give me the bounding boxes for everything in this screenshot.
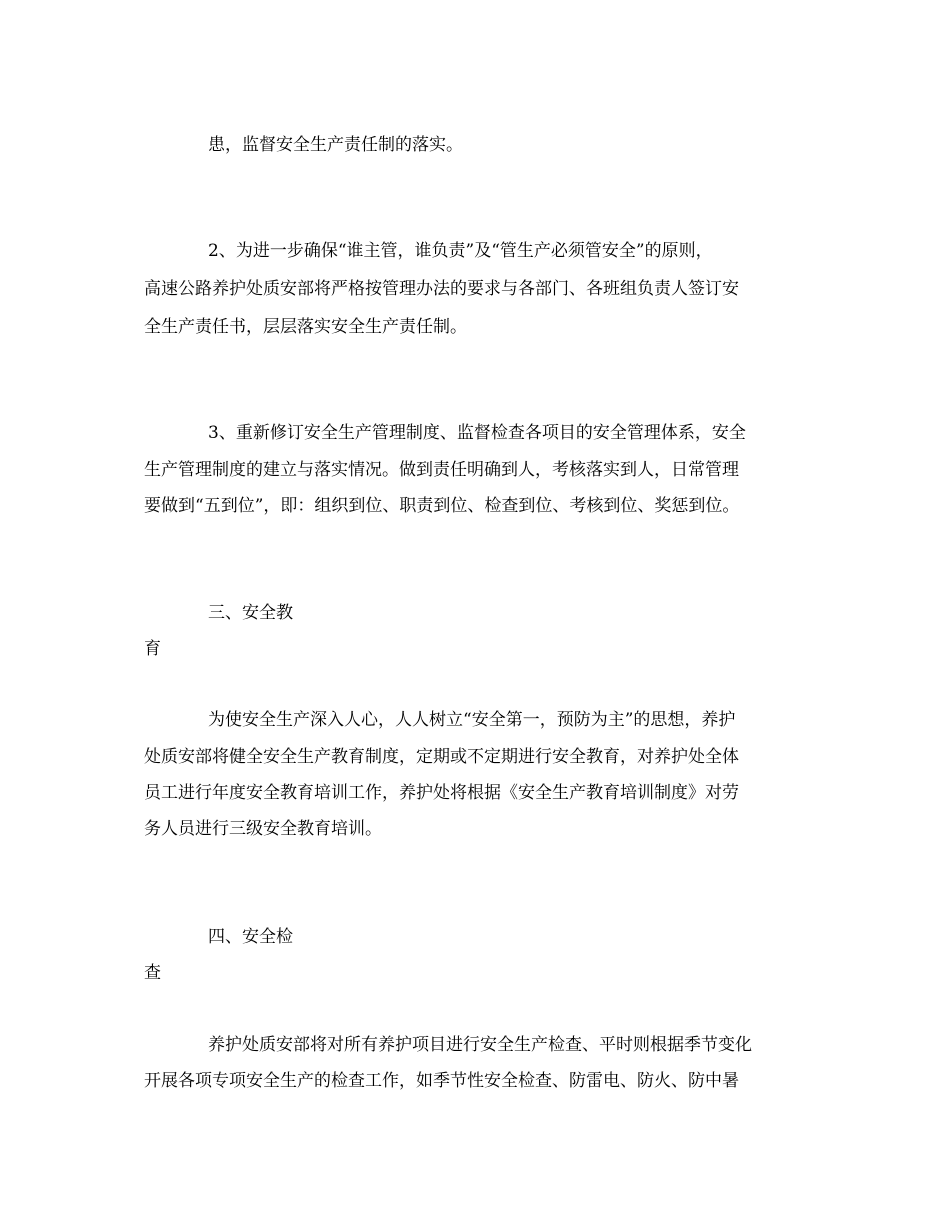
paragraph-line: 生产管理制度的建立与落实情况。做到责任明确到人，考核落实到人，日常管理: [144, 460, 739, 480]
section-heading-continuation: 育: [144, 639, 161, 659]
paragraph-line: 患，监督安全生产责任制的落实。: [208, 135, 463, 155]
paragraph-line: 员工进行年度安全教育培训工作，养护处将根据《安全生产教育培训制度》对劳: [144, 783, 739, 803]
section-heading: 四、安全检: [208, 927, 293, 947]
paragraph-line: 处质安部将健全安全生产教育制度，定期或不定期进行安全教育，对养护处全体: [144, 747, 739, 767]
paragraph-line: 全生产责任书，层层落实安全生产责任制。: [144, 317, 467, 337]
section-heading: 三、安全教: [208, 603, 293, 623]
paragraph-line: 务人员进行三级安全教育培训。: [144, 819, 382, 839]
paragraph-line: 要做到“五到位”，即：组织到位、职责到位、检查到位、考核到位、奖惩到位。: [144, 496, 740, 516]
section-heading-continuation: 查: [144, 963, 161, 983]
paragraph-line: 开展各项专项安全生产的检查工作，如季节性安全检查、防雷电、防火、防中暑: [144, 1071, 739, 1091]
paragraph-line: 养护处质安部将对所有养护项目进行安全生产检查、平时则根据季节变化: [208, 1035, 752, 1055]
paragraph-line: 为使安全生产深入人心，人人树立“安全第一，预防为主”的思想，养护: [208, 710, 736, 730]
paragraph-line: 高速公路养护处质安部将严格按管理办法的要求与各部门、各班组负责人签订安: [144, 279, 739, 299]
paragraph-line: 2、为进一步确保“谁主管，谁负责”及“管生产必须管安全”的原则，: [208, 241, 713, 261]
paragraph-line: 3、重新修订安全生产管理制度、监督检查各项目的安全管理体系，安全: [208, 423, 746, 443]
